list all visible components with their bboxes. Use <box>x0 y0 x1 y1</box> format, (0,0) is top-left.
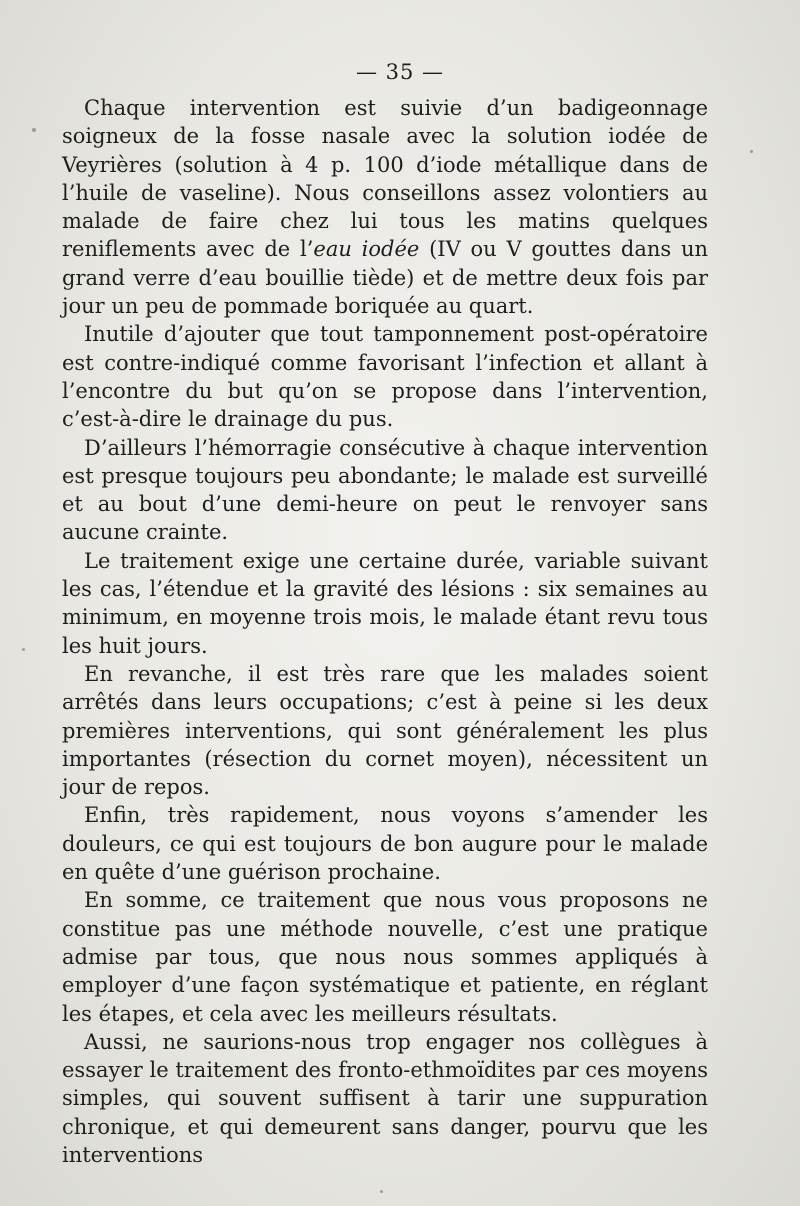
paragraph: Chaque intervention est suivie d’un badigeonnage soigneux de la fosse nasale avec la solution iodée de Veyrières (solution à 4 p. 100 d’iode métallique dans de l’huile de vaseline). Nous conseillons assez volontiers au malade de faire chez lui tous les matins quelques reniflements avec de l’eau iodée (IV ou V gouttes dans un grand verre d’eau bouillie tiède) et de mettre deux fois par jour un peu de pommade boriquée au quart. <box>62 96 709 319</box>
page-number: — 35 — <box>355 60 445 84</box>
paragraph: Enfin, très rapidement, nous voyons s’amender les douleurs, ce qui est toujours de bon augure pour le malade en quête d’une guérison prochaine. <box>62 803 708 885</box>
paper-speck <box>22 648 25 651</box>
paragraph: En revanche, il est très rare que les malades soient arrêtés dans leurs occupations; c’est à peine si les deux premières interventions, qui sont généralement les plus importantes (résection du cornet moyen), nécessitent un jour de repos. <box>62 661 708 800</box>
paper-speck <box>32 128 36 132</box>
paper-speck <box>750 150 753 153</box>
paragraph: D’ailleurs l’hémorragie consécutive à chaque intervention est presque toujours peu abondante; le malade est surveillé et au bout d’une demi-heure on peut le renvoyer sans aucune crainte. <box>62 435 708 545</box>
body-text <box>62 94 708 1169</box>
paper-speck <box>380 1190 383 1193</box>
paragraph: Inutile d’ajouter que tout tamponnement post-opératoire est contre-indiqué comme favorisant l’infection et allant à l’encontre du but qu’on se propose dans l’intervention, c’est-à-dire le drainage du pus. <box>62 322 708 432</box>
paragraph: En somme, ce traitement que nous vous proposons ne constitue pas une méthode nouvelle, c’est une pratique admise par tous, que nous nous sommes appliqués à employer d’une façon systématique et patiente, en réglant les étapes, et cela avec les meilleurs résultats. <box>62 888 708 1026</box>
paragraph: Aussi, ne saurions-nous trop engager nos collègues à essayer le traitement des fronto-ethmoïdites par ces moyens simples, qui souvent suffisent à tarir une suppuration chronique, et qui demeurent sans danger, pourvu que les interventions <box>62 1029 708 1167</box>
paragraph: Le traitement exige une certaine durée, variable suivant les cas, l’étendue et la gravité des lésions : six semaines au minimum, en moyenne trois mois, le malade étant revu tous les huit jours. <box>62 548 708 658</box>
